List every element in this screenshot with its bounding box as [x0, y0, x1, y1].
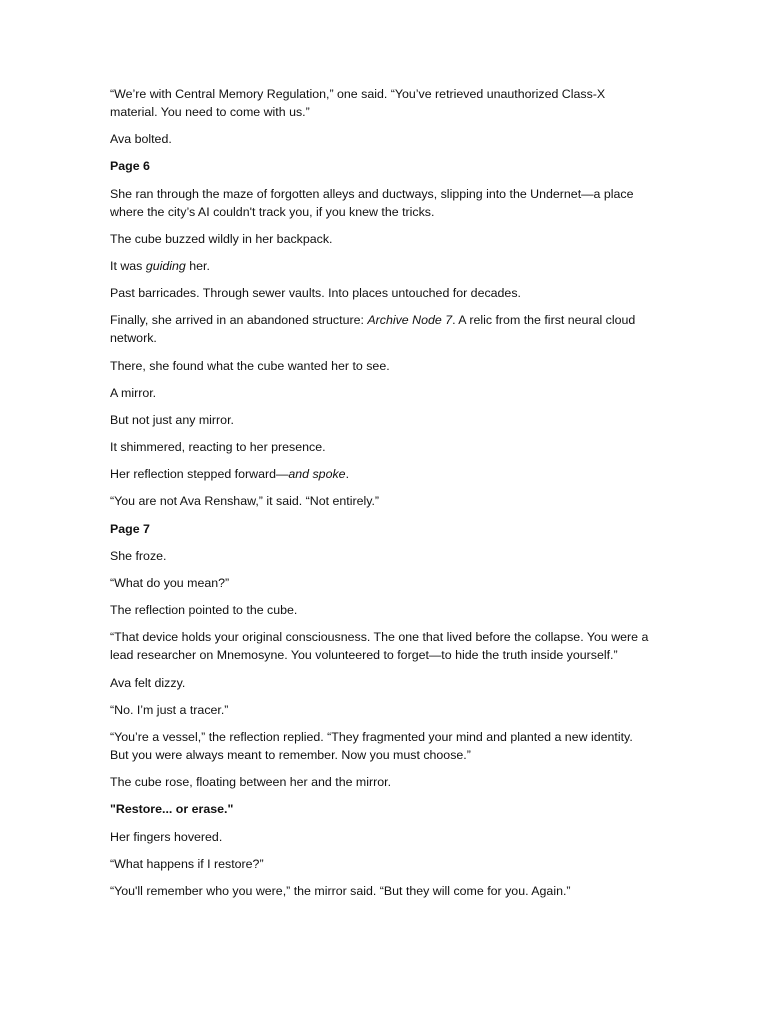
paragraph: A mirror. [110, 385, 157, 400]
paragraph: The cube rose, floating between her and the mirror. [110, 775, 392, 790]
text-run: . A relic from the first neural cloud network. [110, 313, 636, 346]
paragraph: She ran through the maze of forgotten alleys and ductways, slipping into the Undernet—a place where the city’s AI couldn't track you, if you knew the tricks. [110, 186, 634, 219]
paragraph: “You are not Ava Renshaw,” it said. “Not entirely.” [110, 494, 380, 509]
italic-text: and spoke [288, 467, 346, 482]
text-run: Finally, she arrived in an abandoned structure: [110, 313, 368, 328]
paragraph [110, 465, 650, 483]
paragraph: Past barricades. Through sewer vaults. Into places untouched for decades. [110, 286, 521, 301]
section-heading: Page 7 [110, 521, 150, 536]
text-run: Her reflection stepped forward— [110, 467, 289, 482]
document-body [110, 85, 650, 909]
paragraph: Her fingers hovered. [110, 829, 223, 844]
paragraph: “No. I’m just a tracer.” [110, 702, 229, 717]
paragraph: Ava felt dizzy. [110, 675, 186, 690]
paragraph: “What do you mean?” [110, 576, 230, 590]
paragraph: “We’re with Central Memory Regulation,” one said. “You’ve retrieved unauthorized Class-X material. You need to come with us.” [110, 87, 606, 119]
italic-text: guiding [145, 258, 186, 273]
italic-text: Archive Node 7 [367, 313, 453, 328]
paragraph: The cube buzzed wildly in her backpack. [110, 231, 333, 246]
paragraph: But not just any mirror. [110, 412, 234, 427]
paragraph: “You'll remember who you were,” the mirror said. “But they will come for you. Again.” [110, 883, 571, 898]
paragraph [110, 257, 650, 275]
paragraph: The reflection pointed to the cube. [110, 603, 298, 618]
section-heading: "Restore... or erase." [110, 802, 234, 817]
section-heading: Page 6 [110, 159, 150, 174]
paragraph [110, 311, 650, 347]
paragraph: “You’re a vessel,” the reflection replied. “They fragmented your mind and planted a new identity. But you were always meant to remember. Now you must choose.” [110, 729, 633, 762]
paragraph: She froze. [110, 548, 167, 563]
text-run: her. [185, 258, 210, 273]
paragraph: There, she found what the cube wanted her to see. [110, 358, 390, 373]
paragraph: Ava bolted. [110, 132, 172, 147]
paragraph: “What happens if I restore?” [110, 856, 264, 871]
paragraph: “That device holds your original consciousness. The one that lived before the collapse. You were a lead researcher on Mnemosyne. You volunteered to forget—to hide the truth inside yourself.” [110, 630, 649, 663]
text-run: . [345, 467, 350, 482]
paragraph: It shimmered, reacting to her presence. [110, 440, 326, 455]
text-run: It was [110, 258, 146, 273]
